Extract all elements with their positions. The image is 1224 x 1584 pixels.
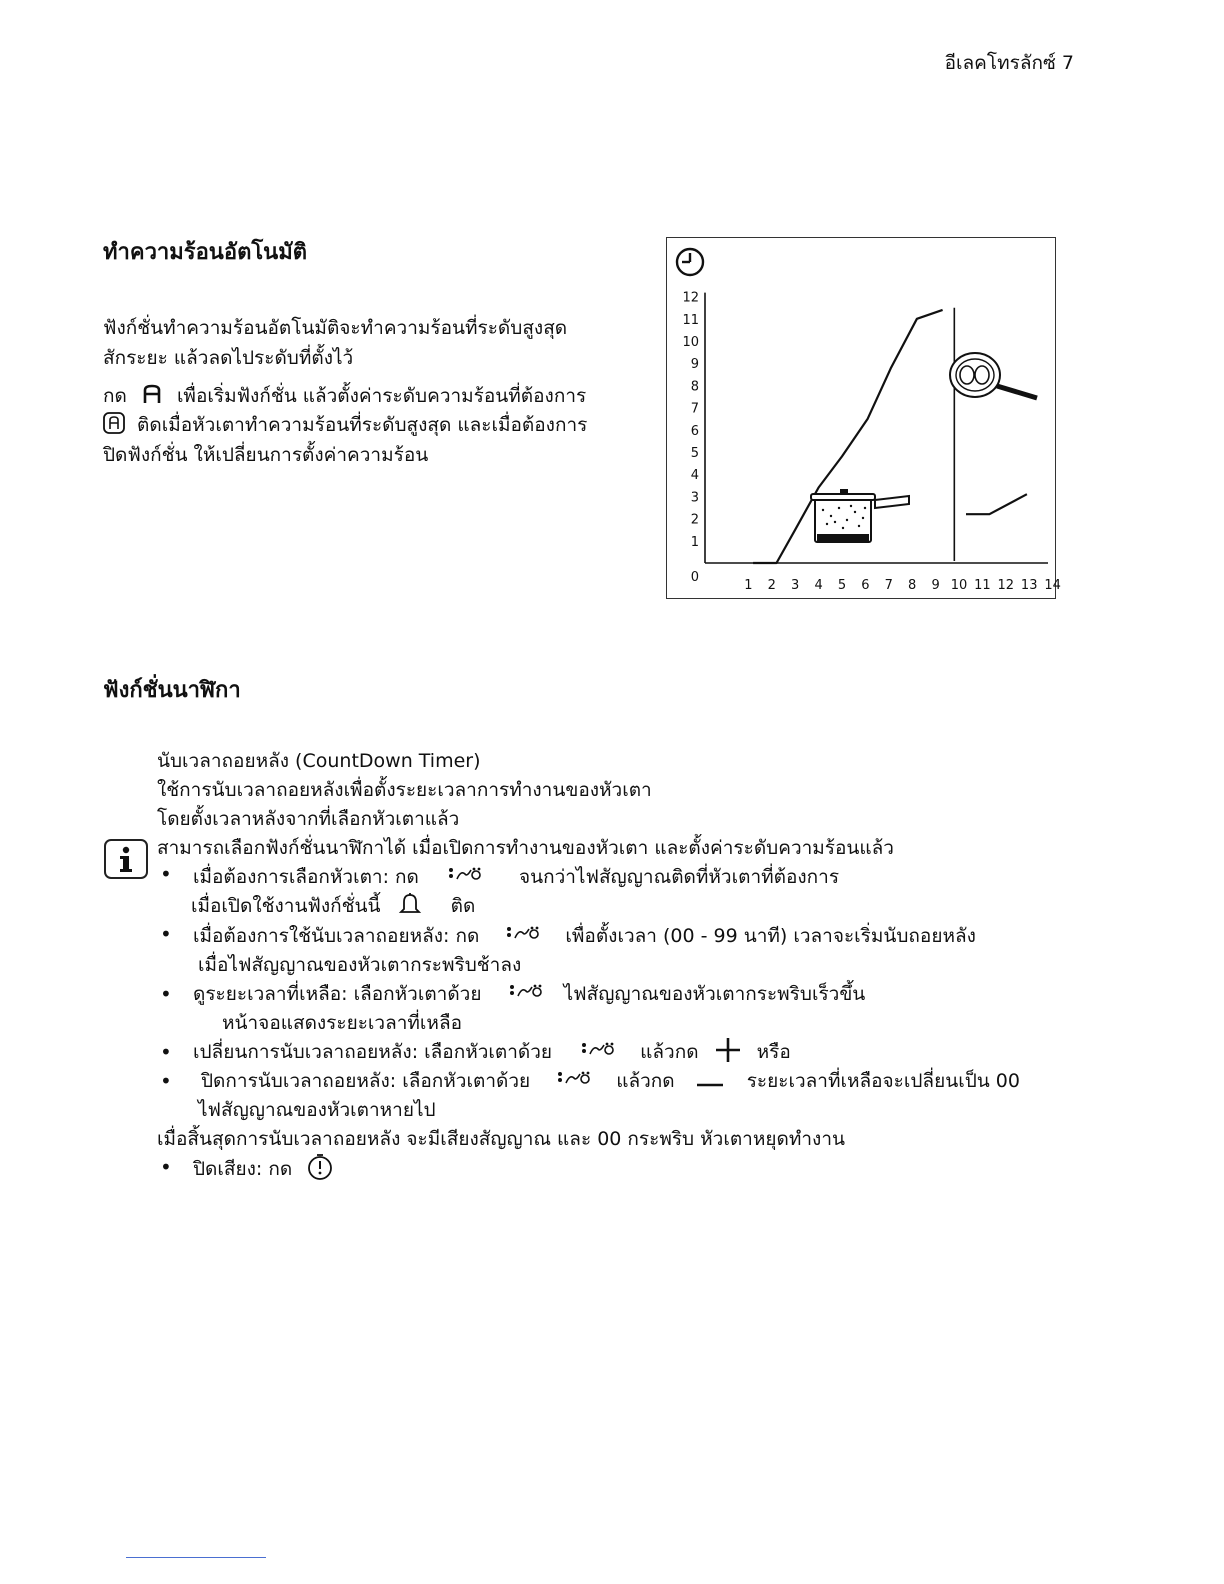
bullet-5-text: ปิดการนับเวลาถอยหลัง: เลือกหัวเตาด้วย — [201, 1070, 531, 1092]
bullet-5-mid: แล้วกด — [616, 1070, 675, 1092]
y-tick-label: 1 — [690, 534, 699, 550]
x-tick-label: 1 — [744, 578, 753, 593]
x-tick-label: 12 — [997, 578, 1015, 593]
y-tick-label: 2 — [690, 512, 699, 528]
auto-heat-press-line — [103, 381, 586, 411]
auto-heat-diagram — [666, 237, 1061, 599]
x-tick-label: 6 — [861, 578, 870, 593]
bullet-6-text: ปิดเสียง: กด — [193, 1158, 293, 1180]
y-tick-label: 11 — [682, 312, 699, 328]
bullet-5 — [201, 1066, 1020, 1096]
auto-heat-title: ทำความร้อนอัตโนมัติ — [103, 240, 307, 265]
y-tick-label: 7 — [690, 401, 699, 417]
a-key-icon — [143, 384, 161, 409]
pot-illustration — [811, 489, 909, 542]
x-tick-label: 5 — [837, 578, 847, 593]
bullet-2 — [193, 921, 976, 951]
timer-intro-3: โดยตั้งเวลาหลังจากที่เลือกหัวเตาแล้ว — [157, 808, 460, 830]
bullet-2-after: เพื่อตั้งเวลา (00 - 99 นาที) เวลาจะเริ่มนับถอยหลัง — [565, 925, 976, 947]
bullet-6-dot: • — [160, 1155, 172, 1179]
x-tick-label: 11 — [974, 578, 991, 593]
bullet-4 — [193, 1037, 791, 1068]
zone-select-icon — [580, 1041, 616, 1064]
bullet-2-text: เมื่อต้องการใช้นับเวลาถอยหลัง: กด — [193, 925, 480, 947]
footer-rule — [126, 1557, 266, 1558]
zone-select-icon — [505, 925, 541, 948]
minus-icon — [697, 1071, 723, 1093]
y-tick-label: 5 — [690, 446, 699, 461]
zone-select-icon — [556, 1070, 592, 1093]
auto-heat-on-line — [103, 410, 587, 440]
bell-icon — [399, 892, 421, 921]
timer-intro-1: นับเวลาถอยหลัง (CountDown Timer) — [157, 750, 481, 772]
y-tick-label: 8 — [690, 379, 699, 395]
x-tick-label: 10 — [950, 578, 968, 593]
y-tick-label: 12 — [682, 290, 699, 306]
auto-heat-line-2: สักระยะ แล้วลดไประดับที่ตั้งไว้ — [103, 347, 354, 369]
page-header: อีเลคโทรลักซ์ 7 — [944, 52, 1074, 74]
y-tick-label: 10 — [682, 335, 699, 350]
x-tick-label: 2 — [767, 578, 776, 593]
pan-illustration — [950, 353, 1037, 398]
stopwatch-icon — [306, 1153, 334, 1186]
on-rest: ติดเมื่อหัวเตาทำความร้อนที่ระดับสูงสุด และเมื่อต้องการ — [137, 414, 588, 436]
bullet-3-dot: • — [160, 982, 172, 1006]
bullet-5-sub: ไฟสัญญาณของหัวเตาหายไป — [198, 1099, 436, 1121]
bullet-2-sub: เมื่อไฟสัญญาณของหัวเตากระพริบช้าลง — [198, 954, 522, 976]
bullet-1-after: จนกว่าไฟสัญญาณติดที่หัวเตาที่ต้องการ — [518, 866, 840, 888]
bullet-4-after: หรือ — [756, 1041, 791, 1063]
bullet-3 — [193, 979, 865, 1009]
bullet-2-dot: • — [160, 922, 172, 946]
info-icon — [104, 839, 148, 879]
y-tick-label: 0 — [690, 570, 699, 585]
bullet-1-sub — [191, 891, 475, 921]
bullet-1 — [193, 862, 839, 892]
x-tick-label: 9 — [931, 578, 940, 593]
x-tick-label: 13 — [1020, 578, 1038, 593]
a-indicator-icon — [103, 412, 125, 439]
bullet-1-dot: • — [160, 862, 172, 886]
heat-chart — [667, 238, 1061, 598]
y-tick-label: 9 — [690, 357, 699, 373]
bullet-4-dot: • — [160, 1040, 172, 1064]
bullet-4-text: เปลี่ยนการนับเวลาถอยหลัง: เลือกหัวเตาด้วย — [193, 1041, 553, 1063]
y-tick-label: 4 — [690, 468, 699, 484]
bullet-5-dot: • — [160, 1069, 172, 1093]
series-line-set-level — [966, 494, 1027, 514]
press-rest: เพื่อเริ่มฟังก์ชั่น แล้วตั้งค่าระดับความร้อนที่ต้องการ — [176, 385, 587, 407]
clock-icon — [677, 249, 703, 275]
timer-intro-4: สามารถเลือกฟังก์ชั่นนาฬิกาได้ เมื่อเปิดการทำงานของหัวเตา และตั้งค่าระดับความร้อนแล้ว — [157, 837, 894, 859]
auto-heat-description — [103, 313, 567, 373]
bullet-3-sub: หน้าจอแสดงระยะเวลาที่เหลือ — [222, 1012, 463, 1034]
press-prefix: กด — [103, 385, 127, 407]
zone-select-icon — [447, 866, 483, 889]
x-tick-label: 8 — [908, 578, 917, 593]
auto-heat-line-1: ฟังก์ชั่นทำความร้อนอัตโนมัติจะทำความร้อนที่ระดับสูงสุด — [103, 317, 568, 339]
bullet-1-text: เมื่อต้องการเลือกหัวเตา: กด — [193, 866, 419, 888]
x-tick-label: 14 — [1044, 578, 1061, 593]
bullet-1-sub-after: ติด — [450, 895, 476, 917]
timer-intro-2: ใช้การนับเวลาถอยหลังเพื่อตั้งระยะเวลาการทำงานของหัวเตา — [157, 779, 652, 801]
bullet-1-sub-text: เมื่อเปิดใช้งานฟังก์ชั่นนี้ — [191, 895, 381, 917]
auto-heat-off-line: ปิดฟังก์ชั่น ให้เปลี่ยนการตั้งค่าความร้อน — [103, 444, 429, 466]
x-tick-label: 7 — [884, 578, 893, 593]
timer-end-line: เมื่อสิ้นสุดการนับเวลาถอยหลัง จะมีเสียงสัญญาณ และ 00 กระพริบ หัวเตาหยุดทำงาน — [157, 1128, 845, 1150]
bullet-3-after: ไฟสัญญาณของหัวเตากระพริบเร็วขึ้น — [563, 983, 866, 1005]
y-tick-label: 6 — [690, 423, 699, 439]
zone-select-icon — [508, 983, 544, 1006]
bullet-3-text: ดูระยะเวลาที่เหลือ: เลือกหัวเตาด้วย — [193, 983, 482, 1005]
x-tick-label: 4 — [814, 578, 823, 593]
bullet-6 — [193, 1153, 344, 1186]
bullet-4-mid: แล้วกด — [640, 1041, 699, 1063]
y-tick-label: 3 — [690, 490, 699, 506]
timer-title: ฟังก์ชั่นนาฬิกา — [103, 678, 241, 703]
plus-icon — [715, 1037, 741, 1068]
x-tick-label: 3 — [791, 578, 800, 593]
bullet-5-after: ระยะเวลาที่เหลือจะเปลี่ยนเป็น 00 — [746, 1070, 1020, 1092]
